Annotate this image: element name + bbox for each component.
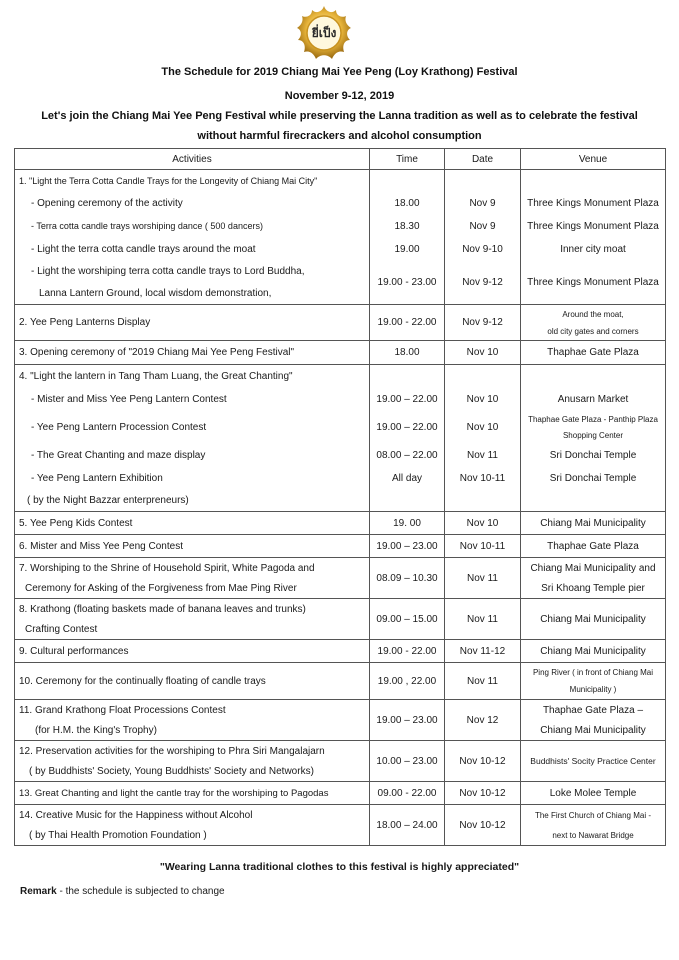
venue-text: The First Church of Chiang Mai - — [534, 810, 652, 820]
col-venue: Venue — [521, 149, 666, 170]
table-row — [15, 558, 666, 599]
time-cell: 08.09 – 10.30 — [370, 558, 445, 599]
activity-cell — [15, 365, 370, 512]
activity-cell — [15, 535, 370, 558]
table-row — [15, 741, 666, 782]
date-text: Nov 9-12 — [462, 276, 503, 288]
activity-text: 12. Preservation activities for the worshiping to Phra Siri Mangalajarn — [19, 745, 325, 757]
time-text: 08.00 – 22.00 — [376, 449, 438, 461]
venue-text: Around the moat, — [562, 309, 624, 319]
time-text: 19.00 — [394, 243, 420, 255]
date-cell: Nov 10-12 — [445, 782, 521, 805]
activity-text: 5. Yee Peng Kids Contest — [19, 517, 133, 529]
activity-text: - The Great Chanting and maze display — [31, 449, 206, 461]
time-cell: 09.00 - 22.00 — [370, 782, 445, 805]
time-cell: 19.00 - 22.00 — [370, 305, 445, 341]
venue-text: Thaphae Gate Plaza – — [542, 704, 644, 716]
activity-text: Ceremony for Asking of the Forgiveness from Mae Ping River — [25, 582, 297, 594]
date-cell: Nov 9-12 — [445, 305, 521, 341]
activity-text: 14. Creative Music for the Happiness without Alcohol — [19, 809, 253, 821]
venue-text: Thaphae Gate Plaza - Panthip Plaza — [528, 414, 658, 424]
activity-text: 6. Mister and Miss Yee Peng Contest — [19, 540, 183, 552]
time-text: 18.00 — [394, 197, 420, 209]
activity-text: - Yee Peng Lantern Exhibition — [31, 472, 163, 484]
remark — [20, 886, 225, 897]
svg-text:ยี่เป็ง: ยี่เป็ง — [311, 26, 337, 40]
activity-cell — [15, 599, 370, 640]
time-cell: 10.00 – 23.00 — [370, 741, 445, 782]
date-text: Nov 9 — [469, 220, 496, 232]
activity-text: Crafting Contest — [25, 623, 98, 635]
venue-cell — [521, 700, 666, 741]
section-1-title: 1. "Light the Terra Cotta Candle Trays for the Longevity of Chiang Mai City" — [19, 176, 318, 186]
activity-cell — [15, 341, 370, 365]
date-cell — [445, 365, 521, 512]
venue-text: Ping River ( in front of Chiang Mai — [532, 668, 654, 677]
venue-text: Buddhists' Socity Practice Center — [530, 756, 656, 766]
section-4-title: 4. "Light the lantern in Tang Tham Luang, the Great Chanting" — [19, 370, 293, 382]
table-row — [15, 640, 666, 663]
date-text: Nov 9 — [469, 197, 496, 209]
date-cell: Nov 11 — [445, 599, 521, 640]
time-text: All day — [391, 472, 422, 484]
dress-note: "Wearing Lanna traditional clothes to this festival is highly appreciated" — [159, 861, 520, 873]
venue-cell: Loke Molee Temple — [521, 782, 666, 805]
activity-text: 8. Krathong (floating baskets made of banana leaves and trunks) — [19, 603, 306, 615]
col-activities: Activities — [15, 149, 370, 170]
activity-cell — [15, 805, 370, 846]
table-header-row — [15, 149, 666, 170]
remark-label: Remark — [20, 886, 57, 897]
activity-cell — [15, 305, 370, 341]
activity-text: 9. Cultural performances — [19, 645, 129, 657]
venue-text: Anusarn Market — [557, 393, 629, 405]
date-cell: Nov 11 — [445, 663, 521, 700]
time-text: 19.00 – 22.00 — [376, 421, 438, 433]
activity-text: (for H.M. the King's Trophy) — [35, 724, 157, 736]
venue-text: Chiang Mai Municipality — [540, 724, 646, 736]
date-cell: Nov 12 — [445, 700, 521, 741]
date-cell: Nov 10-11 — [445, 535, 521, 558]
table-row — [15, 170, 666, 305]
date-cell: Nov 10 — [445, 512, 521, 535]
table-row — [15, 599, 666, 640]
table-row — [15, 782, 666, 805]
activity-text: ( by Thai Health Promotion Foundation ) — [29, 829, 207, 841]
table-row — [15, 700, 666, 741]
venue-text: Inner city moat — [560, 243, 626, 255]
activity-cell — [15, 640, 370, 663]
date-cell: Nov 10 — [445, 341, 521, 365]
time-cell: 19.00 , 22.00 — [370, 663, 445, 700]
table-row — [15, 663, 666, 700]
venue-text: Shopping Center — [562, 430, 624, 440]
activity-text: - Mister and Miss Yee Peng Lantern Contest — [31, 393, 227, 405]
venue-text: Chiang Mai Municipality and — [530, 562, 656, 574]
activity-text: 13. Great Chanting and light the cantle tray for the worshiping to Pagodas — [19, 787, 329, 799]
table-row — [15, 365, 666, 512]
activity-text: 3. Opening ceremony of "2019 Chiang Mai Yee Peng Festival" — [19, 347, 295, 358]
venue-cell — [521, 170, 666, 305]
time-cell — [370, 365, 445, 512]
date-text: Nov 10 — [466, 421, 499, 433]
time-text: 19.00 – 22.00 — [376, 393, 438, 405]
venue-text: Municipality ) — [569, 685, 617, 694]
table-row — [15, 512, 666, 535]
venue-cell — [521, 305, 666, 341]
venue-cell — [521, 741, 666, 782]
venue-cell — [521, 663, 666, 700]
time-cell: 19.00 - 22.00 — [370, 640, 445, 663]
activity-text: ( by the Night Bazzar enterpreneurs) — [27, 494, 189, 506]
venue-cell — [521, 805, 666, 846]
activity-text: - Yee Peng Lantern Procession Contest — [31, 421, 207, 433]
activity-cell — [15, 741, 370, 782]
date-text: Nov 10-11 — [459, 472, 506, 484]
time-text: 19.00 - 23.00 — [377, 276, 437, 288]
venue-text: Sri Donchai Temple — [549, 449, 637, 461]
intro-line-1: Let's join the Chiang Mai Yee Peng Festival while preserving the Lanna tradition as well as to celebrate the festival — [41, 110, 638, 122]
date-cell: Nov 10-12 — [445, 741, 521, 782]
activity-text: - Light the terra cotta candle trays around the moat — [31, 243, 256, 255]
intro-line-2: without harmful firecrackers and alcohol consumption — [197, 130, 482, 142]
venue-cell: Thaphae Gate Plaza — [521, 341, 666, 365]
time-cell: 19.00 – 23.00 — [370, 535, 445, 558]
time-cell: 18.00 – 24.00 — [370, 805, 445, 846]
schedule-table — [14, 148, 666, 846]
date-text: Nov 11 — [467, 449, 498, 461]
activity-text: 11. Grand Krathong Float Processions Contest — [19, 704, 226, 716]
venue-text: Three Kings Monument Plaza — [527, 197, 659, 209]
table-row — [15, 341, 666, 365]
col-time: Time — [370, 149, 445, 170]
activity-cell — [15, 558, 370, 599]
date-cell: Nov 11 — [445, 558, 521, 599]
festival-dates: November 9-12, 2019 — [284, 90, 395, 102]
venue-text: Three Kings Monument Plaza — [527, 276, 659, 288]
table-row — [15, 535, 666, 558]
activity-cell — [15, 700, 370, 741]
schedule-title: The Schedule for 2019 Chiang Mai Yee Peng (Loy Krathong) Festival — [161, 66, 518, 78]
activity-cell — [15, 170, 370, 305]
time-cell: 18.00 — [370, 341, 445, 365]
venue-cell: Thaphae Gate Plaza — [521, 535, 666, 558]
time-cell: 19.00 – 23.00 — [370, 700, 445, 741]
venue-text: Three Kings Monument Plaza — [527, 220, 659, 232]
date-cell — [445, 170, 521, 305]
activity-text: 7. Worshiping to the Shrine of Household Spirit, White Pagoda and — [19, 562, 315, 574]
col-date: Date — [445, 149, 521, 170]
venue-text: Sri Khoang Temple pier — [541, 582, 645, 594]
time-cell: 19. 00 — [370, 512, 445, 535]
festival-logo — [296, 4, 352, 60]
venue-cell: Chiang Mai Municipality — [521, 599, 666, 640]
table-row — [15, 805, 666, 846]
activity-text: - Light the worshiping terra cotta candle trays to Lord Buddha, — [31, 265, 305, 277]
activity-text: - Terra cotta candle trays worshiping dance ( 500 dancers) — [31, 221, 263, 231]
activity-text: 2. Yee Peng Lanterns Display — [19, 317, 151, 328]
activity-text: 10. Ceremony for the continually floating of candle trays — [19, 675, 266, 687]
activity-cell — [15, 782, 370, 805]
remark-text: - the schedule is subjected to change — [56, 886, 225, 897]
table-row — [15, 305, 666, 341]
activity-text: - Opening ceremony of the activity — [31, 197, 183, 209]
venue-text: old city gates and corners — [547, 326, 639, 336]
activity-cell — [15, 663, 370, 700]
venue-cell — [521, 365, 666, 512]
time-cell — [370, 170, 445, 305]
date-cell: Nov 11-12 — [445, 640, 521, 663]
date-text: Nov 9-10 — [462, 243, 503, 255]
date-cell: Nov 10-12 — [445, 805, 521, 846]
venue-text: next to Nawarat Bridge — [552, 830, 634, 840]
activity-cell — [15, 512, 370, 535]
venue-cell: Chiang Mai Municipality — [521, 640, 666, 663]
venue-cell: Chiang Mai Municipality — [521, 512, 666, 535]
time-text: 18.30 — [394, 220, 420, 232]
activity-text: ( by Buddhists' Society, Young Buddhists' Society and Networks) — [29, 765, 314, 777]
venue-cell — [521, 558, 666, 599]
activity-text: Lanna Lantern Ground, local wisdom demonstration, — [39, 287, 272, 299]
time-cell: 09.00 – 15.00 — [370, 599, 445, 640]
venue-text: Sri Donchai Temple — [549, 472, 637, 484]
date-text: Nov 10 — [466, 393, 499, 405]
